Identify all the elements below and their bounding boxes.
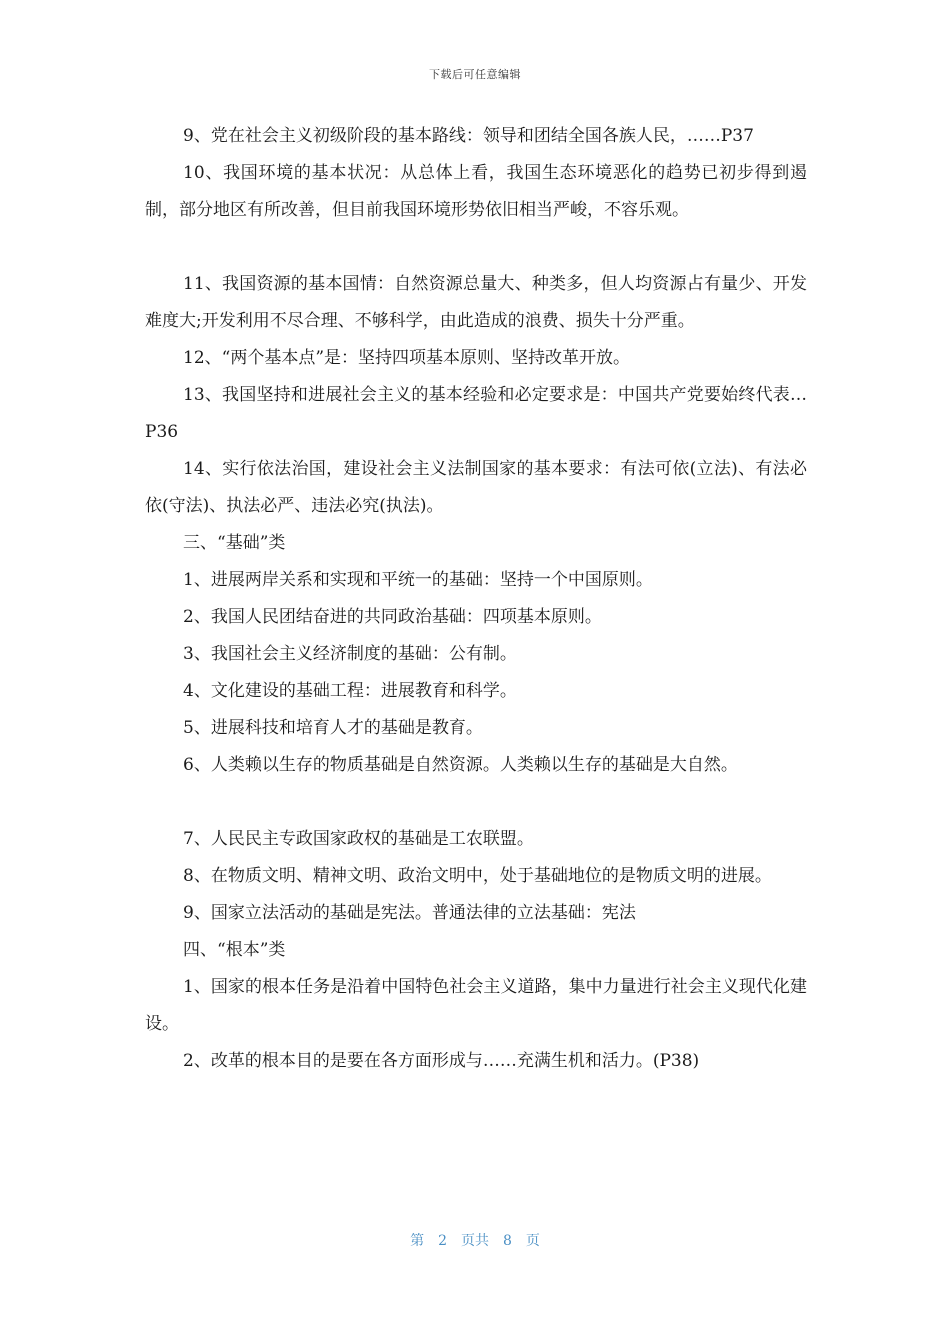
paragraph: 6、人类赖以生存的物质基础是自然资源。人类赖以生存的基础是大自然。 [183, 755, 738, 775]
footer-prefix: 第 [410, 1233, 425, 1249]
paragraph: 5、进展科技和培育人才的基础是教育。 [183, 718, 483, 738]
paragraph: 4、文化建设的基础工程：进展教育和科学。 [183, 681, 517, 701]
footer-middle: 页共 [461, 1233, 489, 1249]
paragraph: 13、我国坚持和进展社会主义的基本经验和必定要求是：中国共产党要始终代表…P36 [145, 385, 807, 442]
paragraph: 1、国家的根本任务是沿着中国特色社会主义道路，集中力量进行社会主义现代化建设。 [145, 977, 807, 1034]
paragraph: 10、我国环境的基本状况：从总体上看，我国生态环境恶化的趋势已初步得到遏制，部分地区有所改善，但目前我国环境形势依旧相当严峻，不容乐观。 [145, 163, 807, 220]
page-footer [0, 1230, 950, 1250]
footer-suffix: 页 [525, 1233, 540, 1249]
page-header-note: 下载后可任意编辑 [429, 68, 521, 81]
paragraph: 3、我国社会主义经济制度的基础：公有制。 [183, 644, 517, 664]
paragraph: 9、国家立法活动的基础是宪法。普通法律的立法基础：宪法 [183, 903, 636, 923]
section-heading: 四、“根本”类 [183, 940, 286, 960]
paragraph: 8、在物质文明、精神文明、政治文明中，处于基础地位的是物质文明的进展。 [183, 866, 772, 886]
paragraph: 11、我国资源的基本国情：自然资源总量大、种类多，但人均资源占有量少、开发难度大;开发利用不尽合理、不够科学，由此造成的浪费、损失十分严重。 [145, 274, 807, 331]
footer-total-pages: 8 [503, 1233, 512, 1249]
document-body [145, 118, 807, 1080]
paragraph: 9、党在社会主义初级阶段的基本路线：领导和团结全国各族人民，……P37 [183, 126, 754, 146]
paragraph: 2、我国人民团结奋进的共同政治基础：四项基本原则。 [183, 607, 602, 627]
footer-page-number: 2 [438, 1233, 447, 1249]
section-heading: 三、“基础”类 [183, 533, 286, 553]
paragraph: 2、改革的根本目的是要在各方面形成与……充满生机和活力。(P38) [183, 1051, 700, 1071]
paragraph: 12、“两个基本点”是：坚持四项基本原则、坚持改革开放。 [183, 348, 631, 368]
paragraph: 1、进展两岸关系和实现和平统一的基础：坚持一个中国原则。 [183, 570, 653, 590]
paragraph: 14、实行依法治国，建设社会主义法制国家的基本要求：有法可依(立法)、有法必依(守法)、执法必严、违法必究(执法)。 [145, 459, 807, 516]
paragraph: 7、人民民主专政国家政权的基础是工农联盟。 [183, 829, 534, 849]
